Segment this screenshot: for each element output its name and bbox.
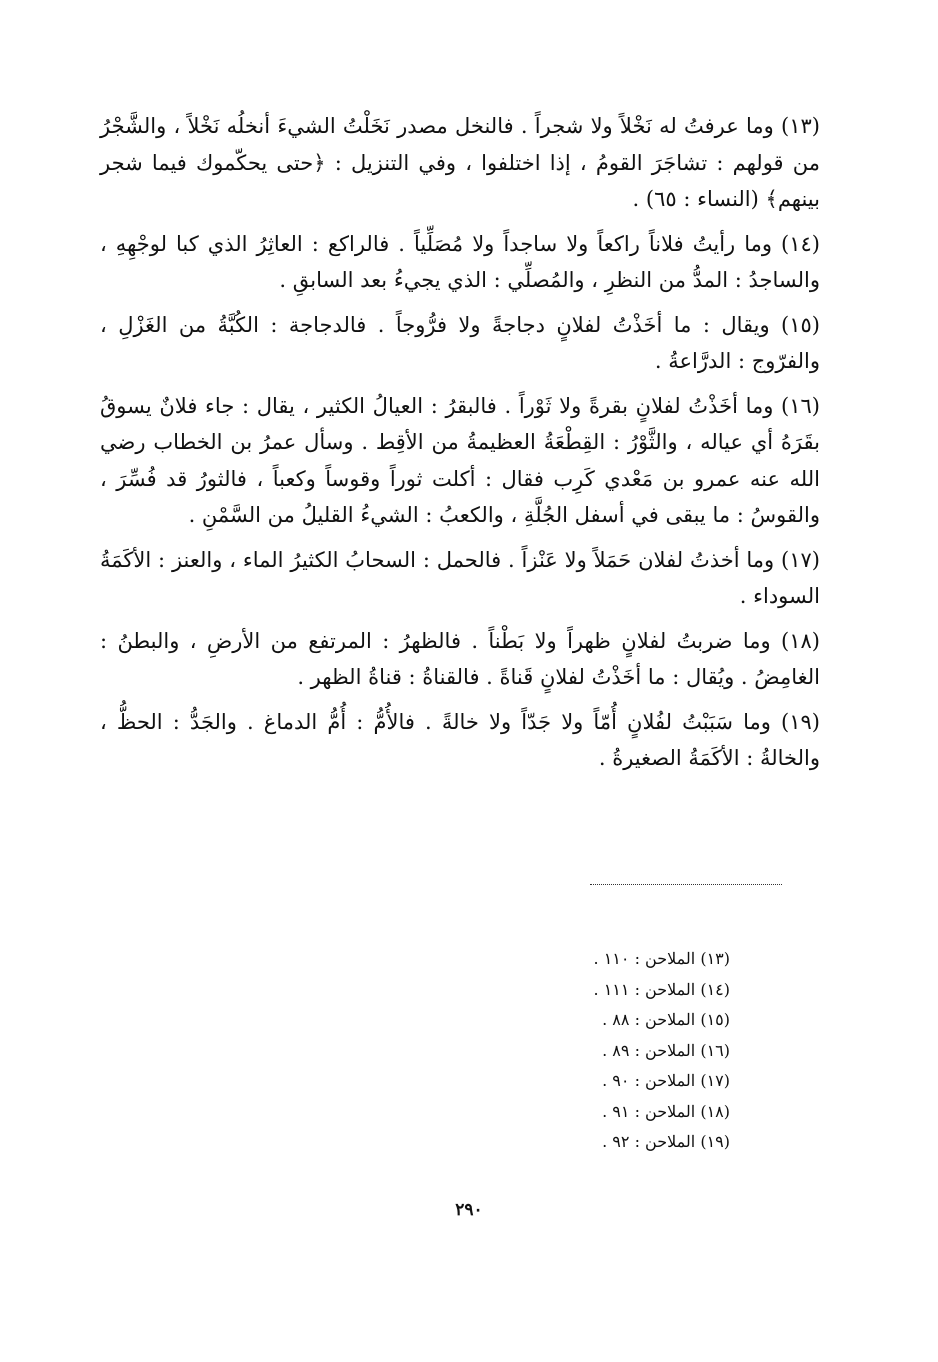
footnote-13: (١٣) الملاحن : ١١٠ . xyxy=(593,949,730,968)
paragraph-14: (١٤) وما رأيتُ فلاناً راكعاً ولا ساجداً ولا مُصَلِّياً . فالراكع : العاثِرُ الذي كبا لوجْهِهِ ، والساجدُ : المدُّ من النظرِ ، والمُصلِّي : الذي يجيءُ بعد السابقِ . xyxy=(100,231,820,292)
footnote-16: (١٦) الملاحن : ٨٩ . xyxy=(602,1040,730,1060)
footnote-18: (١٨) الملاحن : ٩١ . xyxy=(602,1101,730,1121)
paragraph-15: (١٥) ويقال : ما أخَذْتُ لفلانٍ دجاجةً ولا فرُّوجاً . فالدجاجة : الكُبَّةُ من الغَزْلِ ، والفرّوج : الدرَّاعةُ . xyxy=(100,312,820,373)
footnote-14: (١٤) الملاحن : ١١١ . xyxy=(593,979,730,999)
paragraph-17: (١٧) وما أخذتُ لفلان حَمَلاً ولا عَنْزاً . فالحمل : السحابُ الكثيرُ الماء ، والعنز : الأكَمَةُ السوداء . xyxy=(100,547,820,608)
paragraph-19: (١٩) وما سَبَبْتُ لفُلانٍ أُمّاً ولا جَدّاً ولا خالةً . فالأُمُّ : أُمُّ الدماغ . والجَدُّ : الحظُّ ، والخالةُ : الأكَمَةُ الصغيرةُ . xyxy=(100,709,820,770)
paragraph-18: (١٨) وما ضربتُ لفلانٍ ظهراً ولا بَطْناً . فالظهرُ : المرتفع من الأرضِ ، والبطنُ : الغامِضُ . ويُقال : ما أخَذْتُ لفلانٍ قَناةً . فالقناةُ : قناةُ الظهر . xyxy=(100,628,820,689)
paragraph-16: (١٦) وما أخَذْتُ لفلانٍ بقرةً ولا ثَوْراً . فالبقرُ : العيالُ الكثير ، يقال : جاء فلانٌ يسوقُ بقَرَهُ أي عياله ، والثَّوْرُ : القِطْعَةُ العظيمةُ من الأقِط . وسأل عمرُ بن الخطاب رضي الله عنه عمرو بن مَعْدي كَرِب فقال : أكلت ثوراً وقوساً وكعباً ، فالثورُ قد فُسِّرَ ، والقوسُ : ما يبقى في أسفل الجُلَّةِ ، والكعبُ : الشيءُ القليلُ من السَّمْنِ . xyxy=(100,393,820,527)
paragraph-13: (١٣) وما عرفتُ له نَخْلاً ولا شجراً . فالنخل مصدر نَخَلْتُ الشيءَ أنخلُه نَخْلاً ، والشَّجْرُ من قولهم : تشاجَرَ القومُ ، إذا اختلفوا ، وفي التنزيل : ﴿حتى يحكّموك فيما شجر بينهم﴾ (النساء : ٦٥) . xyxy=(100,114,820,211)
footnote-15: (١٥) الملاحن : ٨٨ . xyxy=(602,1010,730,1029)
main-text-body xyxy=(100,108,820,785)
footnote-17: (١٧) الملاحن : ٩٠ . xyxy=(602,1071,730,1090)
page-number: ٢٩٠ xyxy=(455,1200,483,1220)
footnotes-list xyxy=(520,944,730,1158)
footnote-19: (١٩) الملاحن : ٩٢ . xyxy=(602,1132,730,1151)
footnote-divider xyxy=(590,884,782,885)
